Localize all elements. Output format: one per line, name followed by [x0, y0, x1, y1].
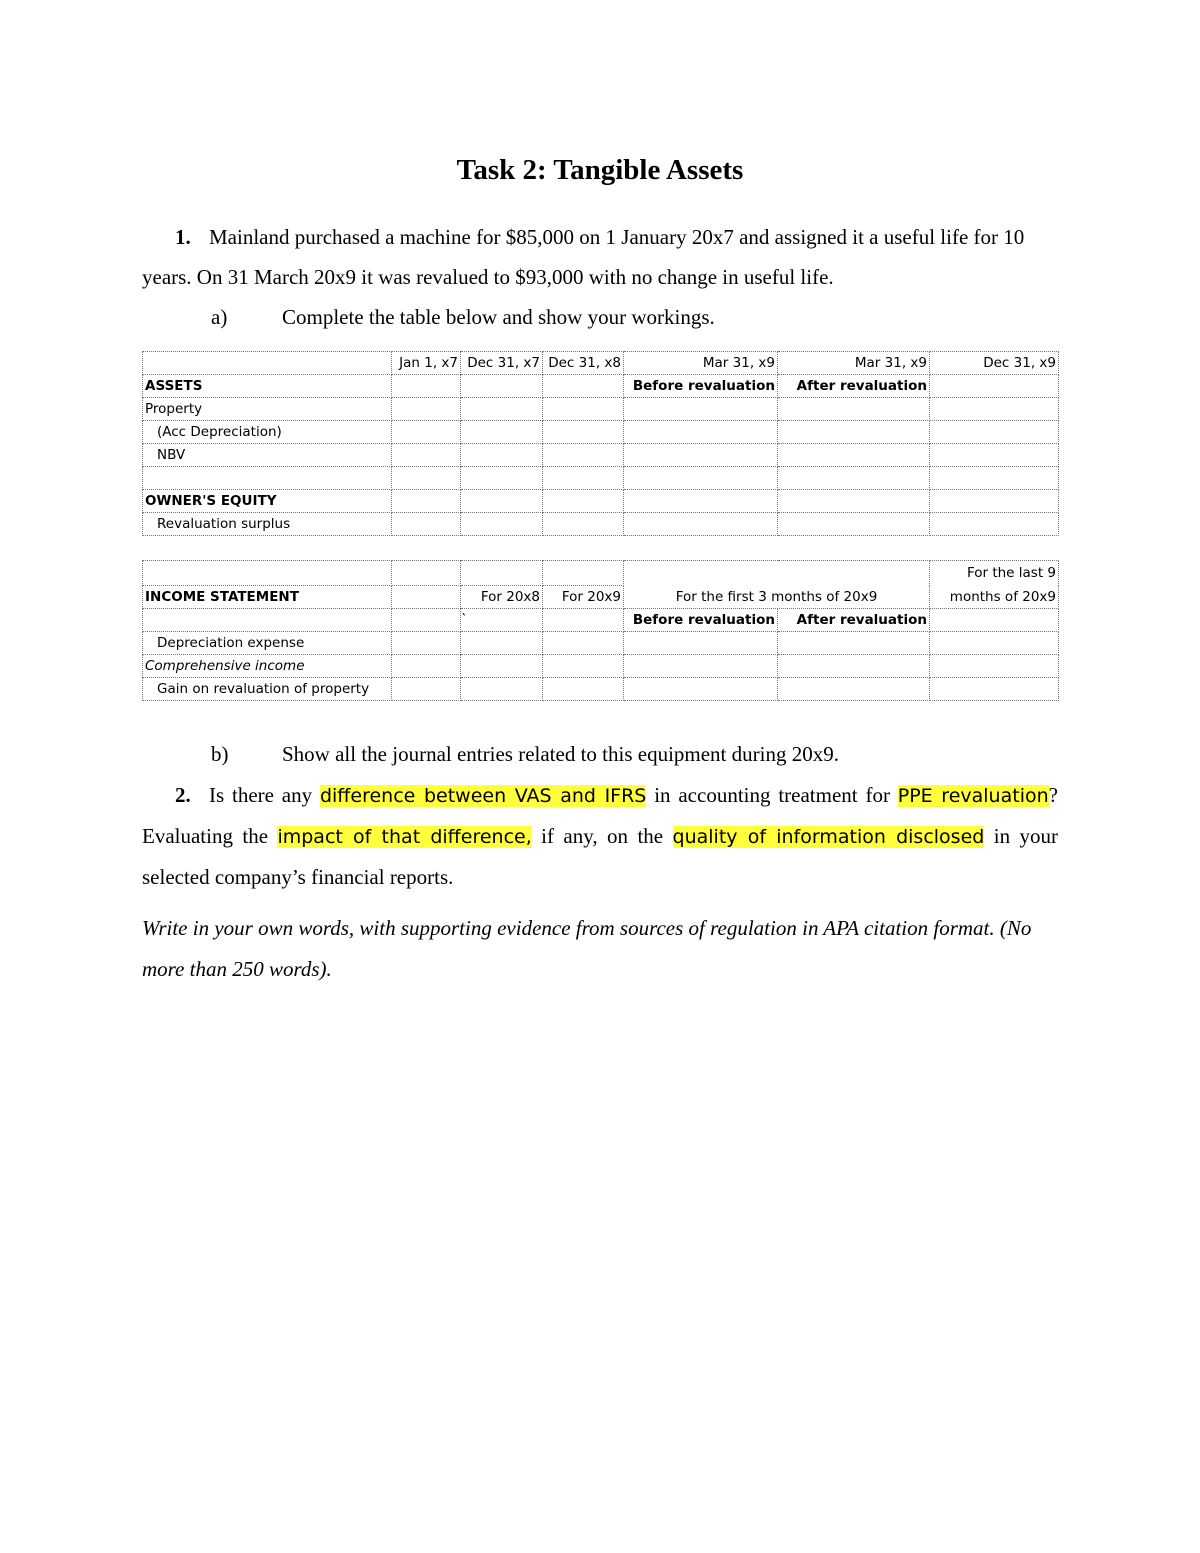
row-label: INCOME STATEMENT: [143, 586, 392, 609]
question-2-text: in your selected company’s financial reports.: [142, 824, 1058, 889]
question-1b: [211, 734, 839, 774]
question-2-number: 2.: [175, 783, 191, 807]
header-cell: Mar 31, x9: [778, 352, 930, 375]
table-row: [143, 467, 1059, 490]
balance-sheet-table: [142, 351, 1059, 536]
row-label: Comprehensive income: [143, 655, 392, 678]
last-9-months-label-line1: For the last 9: [930, 561, 1059, 586]
table-row: [143, 444, 1059, 467]
table-row: [143, 678, 1059, 701]
highlight: PPE revaluation: [897, 785, 1049, 807]
question-1a-label: a): [211, 305, 228, 329]
instruction-note: Write in your own words, with supporting evidence from sources of regulation in APA citation format. (No more than 250 words).: [142, 916, 1032, 981]
row-label: (Acc Depreciation): [143, 421, 392, 444]
question-1a-text: Complete the table below and show your workings.: [282, 305, 715, 329]
table-header-row: [143, 586, 1059, 609]
question-1a: [211, 297, 715, 337]
row-label: Revaluation surplus: [143, 513, 392, 536]
table-row: [143, 375, 1059, 398]
header-cell: Dec 31, x9: [930, 352, 1059, 375]
last-9-months-label-line2: months of 20x9: [930, 586, 1059, 609]
row-label: ASSETS: [143, 375, 392, 398]
income-statement-table: [142, 560, 1059, 701]
page-title: Task 2: Tangible Assets: [456, 154, 744, 186]
after-revaluation-label: After revaluation: [778, 375, 930, 398]
table-row: [143, 632, 1059, 655]
header-cell: For the first 3 months of 20x9: [624, 586, 930, 609]
question-2-text: if any, on the: [531, 824, 673, 848]
row-label: [143, 467, 392, 490]
table-row: [143, 490, 1059, 513]
header-cell: Dec 31, x8: [543, 352, 624, 375]
highlight: quality of information disclosed: [672, 826, 985, 848]
highlight: difference between VAS and IFRS: [319, 785, 647, 807]
table-row: [143, 421, 1059, 444]
table-header-row: [143, 561, 1059, 586]
question-1-number: 1.: [175, 225, 191, 249]
question-1b-text: Show all the journal entries related to this equipment during 20x9.: [282, 742, 839, 766]
header-cell: Jan 1, x7: [392, 352, 461, 375]
question-2-text: in accounting treatment for: [646, 783, 898, 807]
header-cell: For 20x8: [461, 586, 543, 609]
question-2-text: Is there any: [209, 783, 320, 807]
row-label: Property: [143, 398, 392, 421]
header-cell: [143, 352, 392, 375]
table-row: [143, 513, 1059, 536]
table-row: [143, 398, 1059, 421]
before-revaluation-label: Before revaluation: [624, 375, 778, 398]
row-label: Depreciation expense: [143, 632, 392, 655]
row-label: OWNER'S EQUITY: [143, 490, 392, 513]
question-1: [142, 217, 1058, 297]
row-label: NBV: [143, 444, 392, 467]
question-1b-label: b): [211, 742, 229, 766]
table-row: [143, 655, 1059, 678]
header-cell: For 20x9: [543, 586, 624, 609]
before-revaluation-label: Before revaluation: [624, 609, 778, 632]
tick-mark: `: [461, 609, 543, 632]
header-cell: Dec 31, x7: [461, 352, 543, 375]
table-row: [143, 609, 1059, 632]
question-2-text: ? Evaluating the: [142, 783, 1058, 848]
highlight: impact of that difference,: [277, 826, 532, 848]
question-1-text: Mainland purchased a machine for $85,000 on 1 January 20x7 and assigned it a useful life for 10 years. On 31 March 20x9 it was revalued to $93,000 with no change in useful life.: [142, 225, 1025, 289]
question-2: [142, 775, 1058, 897]
row-label: Gain on revaluation of property: [143, 678, 392, 701]
header-cell: Mar 31, x9: [624, 352, 778, 375]
table-header-row: [143, 352, 1059, 375]
after-revaluation-label: After revaluation: [778, 609, 930, 632]
